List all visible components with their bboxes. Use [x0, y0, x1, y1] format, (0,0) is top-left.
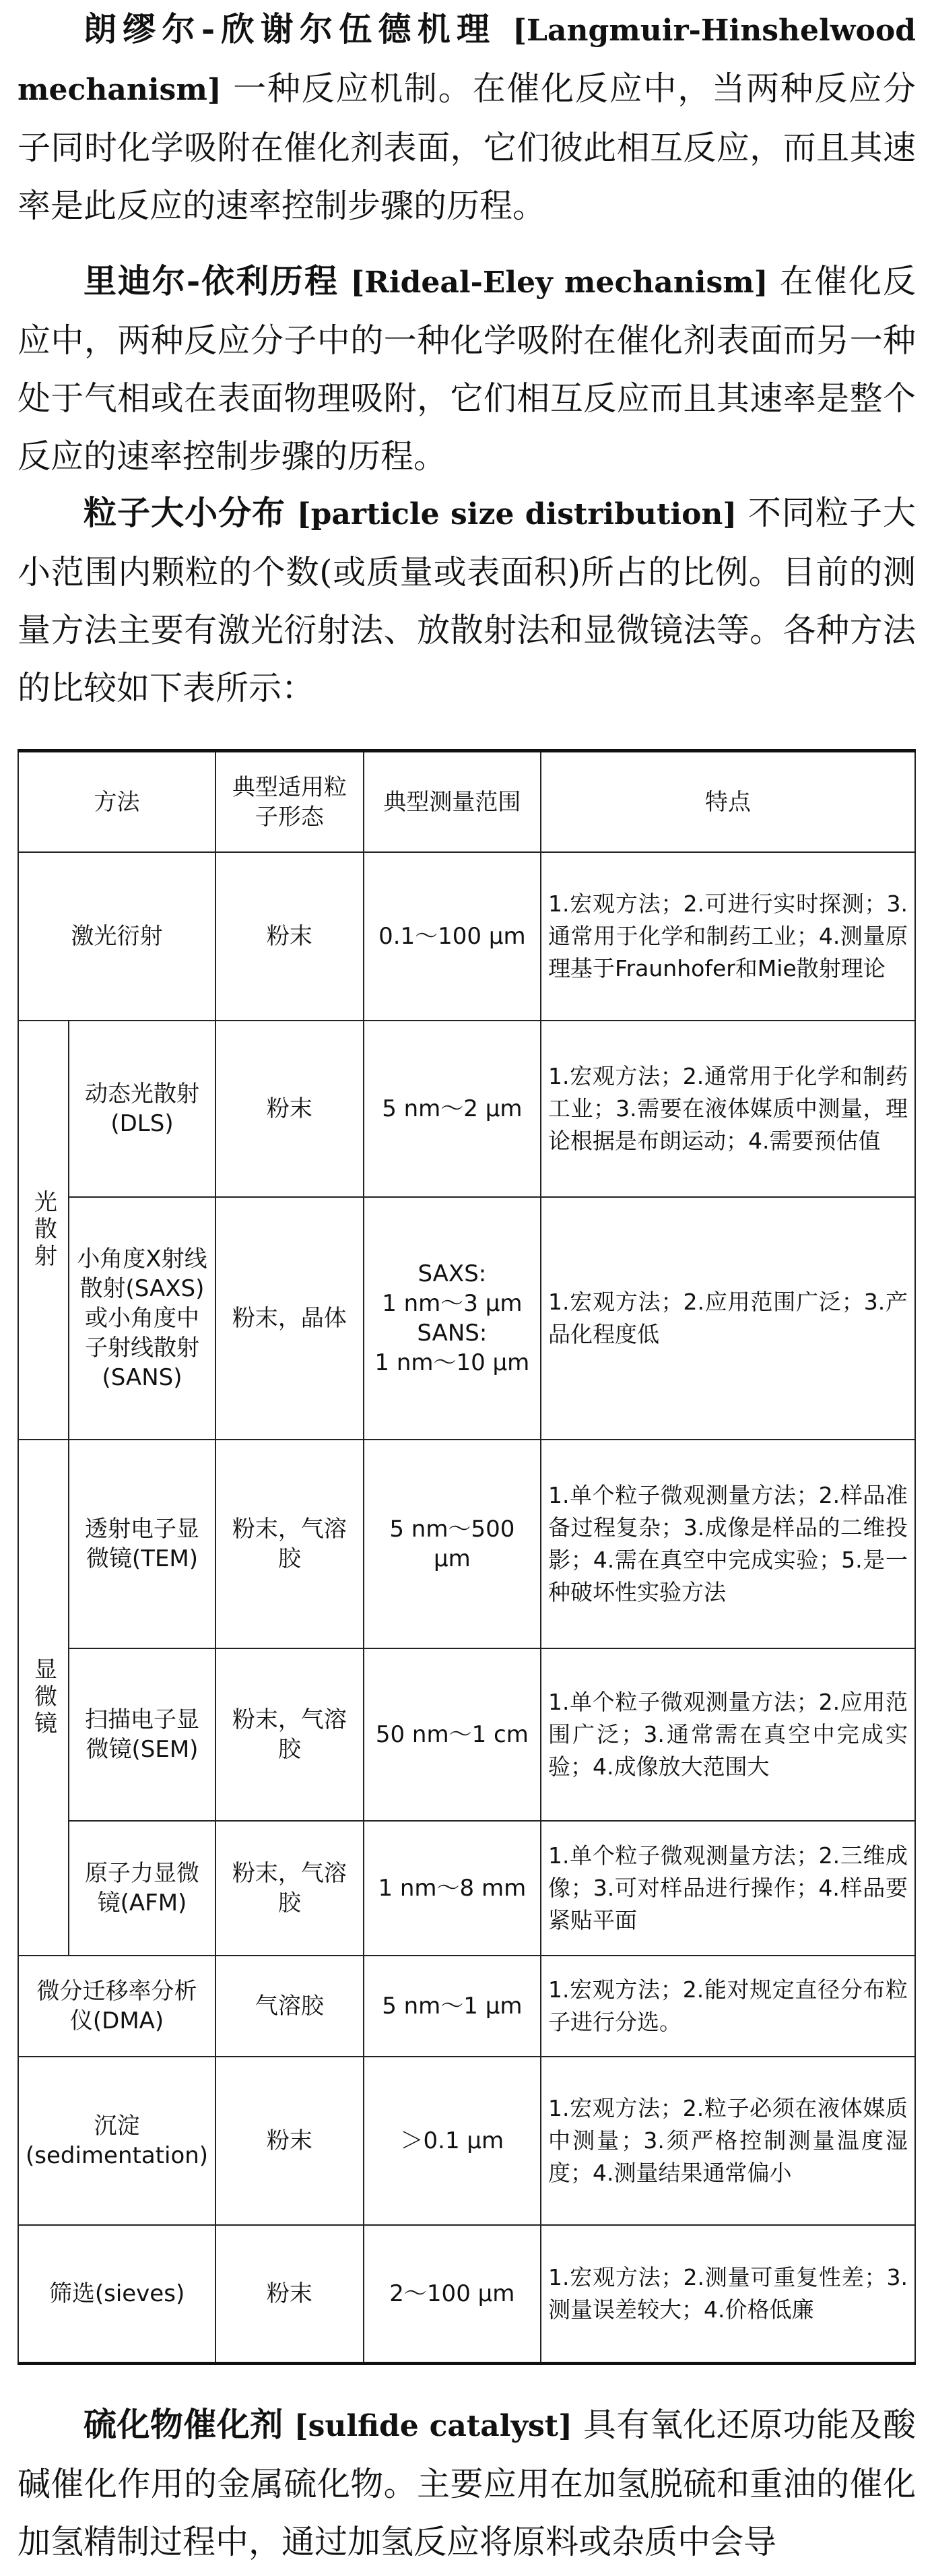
range-line: SAXS:: [418, 1260, 487, 1287]
cell-features: 1.单个粒子微观测量方法；2.样品准备过程复杂；3.成像是样品的二维投影；4.需在真空中完成实验；5.是一种破坏性实验方法: [541, 1440, 915, 1648]
entry-sulfide-catalyst: [18, 2395, 916, 2571]
cell-features: 1.单个粒子微观测量方法；2.三维成像；3.可对样品进行操作；4.样品要紧贴平面: [541, 1821, 915, 1956]
table-row: [18, 1821, 915, 1956]
range-line: SANS:: [417, 1320, 488, 1347]
group-label-microscope: 显微镜: [18, 1440, 69, 1956]
method-comparison-table: [18, 749, 916, 2365]
cell-range: 2～100 μm: [364, 2225, 541, 2363]
entry-english-term: [particle size distribution]: [296, 497, 737, 532]
cell-features: 1.宏观方法；2.能对规定直径分布粒子进行分选。: [541, 1956, 915, 2057]
entry-english-term: [Langmuir-Hinshelwood mechanism]: [18, 13, 917, 107]
cell-method: 原子力显微镜(AFM): [69, 1821, 215, 1956]
entry-definition: 在催化反应中，两种反应分子中的一种化学吸附在催化剂表面而另一种处于气相或在表面物理吸附，它们相互反应而且其速率是整个反应的速率控制步骤的历程。: [18, 262, 916, 476]
header-method: 方法: [18, 751, 215, 853]
cell-range: 50 nm～1 cm: [364, 1648, 541, 1821]
cell-method: 扫描电子显微镜(SEM): [69, 1648, 215, 1821]
cell-method: 透射电子显微镜(TEM): [69, 1440, 215, 1648]
entry-english-term: [sulfide catalyst]: [294, 2409, 572, 2443]
entry-rideal-eley: [18, 252, 916, 486]
cell-method: 动态光散射(DLS): [69, 1021, 215, 1197]
cell-range: 5 nm～1 μm: [364, 1956, 541, 2057]
cell-shape: 粉末: [215, 852, 364, 1021]
entry-term: 硫化物催化剂: [84, 2405, 284, 2444]
cell-method: 小角度X射线散射(SAXS)或小角度中子射线散射(SANS): [69, 1197, 215, 1440]
entry-definition: 不同粒子大小范围内颗粒的个数(或质量或表面积)所占的比例。目前的测量方法主要有激光衍射法、放散射法和显微镜法等。各种方法的比较如下表所示：: [18, 494, 916, 707]
table-row: [18, 1440, 915, 1648]
cell-shape: 粉末，晶体: [215, 1197, 364, 1440]
header-features: 特点: [541, 751, 915, 853]
cell-shape: 粉末，气溶胶: [215, 1821, 364, 1956]
entry-particle-size-distribution: [18, 484, 916, 717]
entry-term: 朗缪尔-欣谢尔伍德机理: [84, 9, 496, 49]
cell-shape: 粉末: [215, 2057, 364, 2225]
cell-features: 1.宏观方法；2.通常用于化学和制药工业；3.需要在液体媒质中测量，理论根据是布朗运动；4.需要预估值: [541, 1021, 915, 1197]
cell-shape: 气溶胶: [215, 1956, 364, 2057]
cell-range: 5 nm～500 μm: [364, 1440, 541, 1648]
cell-range: 1 nm～8 mm: [364, 1821, 541, 1956]
range-line: 1 nm～10 μm: [374, 1349, 530, 1376]
group-label-light-scattering: 光散射: [18, 1021, 69, 1440]
header-shape: 典型适用粒子形态: [215, 751, 364, 853]
entry-english-term: [Rideal-Eley mechanism]: [350, 265, 768, 300]
cell-shape: 粉末，气溶胶: [215, 1440, 364, 1648]
cell-features: 1.宏观方法；2.应用范围广泛；3.产品化程度低: [541, 1197, 915, 1440]
cell-range: [364, 1197, 541, 1440]
cell-range: 5 nm～2 μm: [364, 1021, 541, 1197]
cell-features: 1.宏观方法；2.可进行实时探测；3.通常用于化学和制药工业；4.测量原理基于Fraunhofer和Mie散射理论: [541, 852, 915, 1021]
entry-langmuir-hinshelwood: [18, 0, 916, 235]
table-row: [18, 2225, 915, 2363]
table-row: [18, 2057, 915, 2225]
entry-definition: 具有氧化还原功能及酸碱催化作用的金属硫化物。主要应用在加氢脱硫和重油的催化加氢精制过程中，通过加氢反应将原料或杂质中会导: [18, 2406, 916, 2561]
cell-method: 激光衍射: [18, 852, 215, 1021]
cell-features: 1.宏观方法；2.测量可重复性差；3.测量误差较大；4.价格低廉: [541, 2225, 915, 2363]
entry-term: 里迪尔-依利历程: [84, 261, 339, 300]
cell-range: ＞0.1 μm: [364, 2057, 541, 2225]
table-row: [18, 1648, 915, 1821]
table-row: [18, 852, 915, 1021]
cell-method: 微分迁移率分析仪(DMA): [18, 1956, 215, 2057]
range-line: 1 nm～3 μm: [382, 1290, 523, 1317]
table-row: [18, 1956, 915, 2057]
cell-range: 0.1～100 μm: [364, 852, 541, 1021]
cell-shape: 粉末: [215, 2225, 364, 2363]
cell-method: 沉淀(sedimentation): [18, 2057, 215, 2225]
entry-term: 粒子大小分布: [84, 493, 286, 532]
cell-features: 1.宏观方法；2.粒子必须在液体媒质中测量；3.须严格控制测量温度湿度；4.测量结果通常偏小: [541, 2057, 915, 2225]
table-row: [18, 1197, 915, 1440]
cell-features: 1.单个粒子微观测量方法；2.应用范围广泛；3.通常需在真空中完成实验；4.成像放大范围大: [541, 1648, 915, 1821]
cell-method: 筛选(sieves): [18, 2225, 215, 2363]
entry-definition: 一种反应机制。在催化反应中，当两种反应分子同时化学吸附在催化剂表面，它们彼此相互反应，而且其速率是此反应的速率控制步骤的历程。: [18, 69, 916, 225]
cell-shape: 粉末: [215, 1021, 364, 1197]
cell-shape: 粉末，气溶胶: [215, 1648, 364, 1821]
table-header-row: [18, 751, 915, 853]
header-range: 典型测量范围: [364, 751, 541, 853]
table-row: [18, 1021, 915, 1197]
